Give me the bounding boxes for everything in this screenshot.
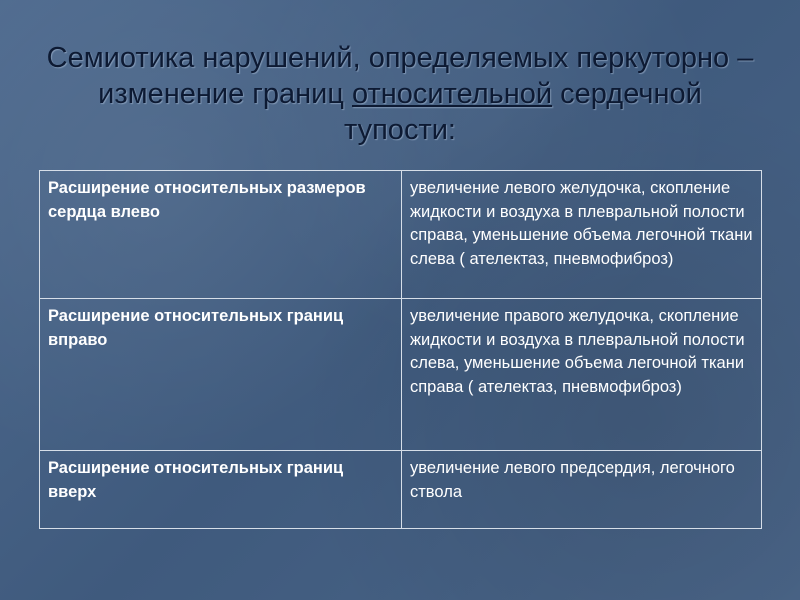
row-heading-cell: Расширение относительных границ вверх	[40, 451, 402, 529]
row-heading-cell: Расширение относительных размеров сердца влево	[40, 171, 402, 299]
row-heading-cell: Расширение относительных границ вправо	[40, 299, 402, 451]
row-description-cell: увеличение левого предсердия, легочного ствола	[402, 451, 762, 529]
title-text-part1: Семиотика нарушений, определяемых перкуторно – изменение границ	[46, 42, 754, 110]
row-description-cell: увеличение левого желудочка, скопление жидкости и воздуха в плевральной полости справа, уменьшение объема легочной ткани слева ( ателектаз, пневмофиброз)	[402, 171, 762, 299]
table-row	[40, 451, 762, 529]
semiotics-table	[39, 170, 762, 529]
slide-title	[40, 40, 760, 148]
table-row	[40, 171, 762, 299]
title-text-part2: сердечной тупости:	[344, 78, 702, 146]
table-row	[40, 299, 762, 451]
title-text-underlined: относительной	[352, 78, 553, 110]
row-description-cell: увеличение правого желудочка, скопление жидкости и воздуха в плевральной полости слева, уменьшение объема легочной ткани справа ( ателектаз, пневмофиброз)	[402, 299, 762, 451]
